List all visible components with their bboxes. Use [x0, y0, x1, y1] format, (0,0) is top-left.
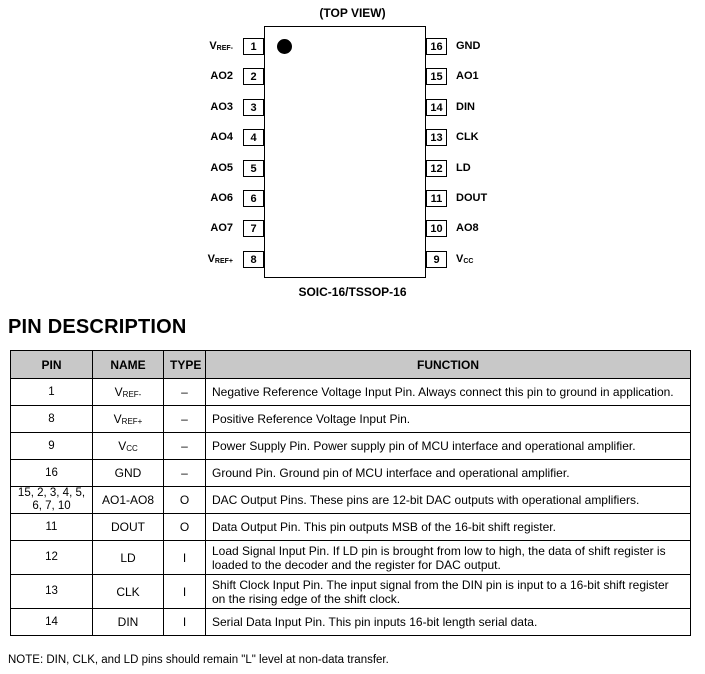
- pin-number-box: 9: [426, 251, 447, 268]
- cell-type: –: [164, 460, 206, 487]
- pin-number-box: 4: [243, 129, 264, 146]
- pin-label: [209, 38, 233, 55]
- cell-function: Positive Reference Voltage Input Pin.: [206, 406, 691, 433]
- pin-number-box: 14: [426, 99, 447, 116]
- cell-name: [93, 460, 164, 487]
- pin-label: [210, 68, 233, 85]
- cell-function: DAC Output Pins. These pins are 12-bit DAC outputs with operational amplifiers.: [206, 487, 691, 514]
- header-type: TYPE: [164, 351, 206, 379]
- pin-label-main: AO5: [210, 162, 233, 174]
- pin-description-table: [10, 350, 691, 636]
- cell-function: Shift Clock Input Pin. The input signal from the DIN pin is input to a 16-bit shift register on the rising edge of the shift clock.: [206, 575, 691, 609]
- pin-label: [456, 251, 473, 268]
- pin-label-subscript: REF+: [214, 258, 233, 265]
- header-function: FUNCTION: [206, 351, 691, 379]
- pin-label-subscript: CC: [463, 258, 474, 265]
- pin-label-subscript: REF-: [216, 45, 233, 52]
- pin-label-main: AO4: [210, 131, 233, 143]
- cell-name-subscript: REF-: [122, 390, 142, 399]
- cell-pin: 8: [11, 406, 93, 433]
- pin-label-main: AO6: [210, 192, 233, 204]
- cell-name-main: AO1-AO8: [101, 493, 155, 507]
- pin-label-main: AO7: [210, 222, 233, 234]
- cell-type: O: [164, 487, 206, 514]
- cell-pin: 16: [11, 460, 93, 487]
- cell-type: –: [164, 406, 206, 433]
- cell-name: [93, 379, 164, 406]
- table-row: [11, 460, 691, 487]
- cell-pin: 15, 2, 3, 4, 5, 6, 7, 10: [11, 487, 93, 514]
- cell-type: –: [164, 379, 206, 406]
- cell-name-main: LD: [120, 550, 136, 565]
- cell-name: [93, 406, 164, 433]
- table-row: [11, 609, 691, 636]
- pin-label: [456, 190, 487, 207]
- chip-package-outline: [264, 26, 426, 278]
- cell-name: [93, 433, 164, 460]
- cell-name: [93, 609, 164, 636]
- cell-name-main: CLK: [116, 584, 140, 599]
- pin-label-main: CLK: [456, 131, 479, 143]
- table-row: [11, 379, 691, 406]
- footnote: NOTE: DIN, CLK, and LD pins should remain "L" level at non-data transfer.: [8, 654, 389, 666]
- pin1-indicator-dot: [277, 39, 292, 54]
- pin-label-main: V: [209, 40, 217, 52]
- cell-name: [93, 575, 164, 609]
- pin-label-main: DOUT: [456, 192, 488, 204]
- header-name: NAME: [93, 351, 164, 379]
- pin-label: [456, 160, 471, 177]
- package-label: SOIC-16/TSSOP-16: [298, 285, 407, 299]
- pin-number-box: 5: [243, 160, 264, 177]
- pin-label-main: AO3: [210, 101, 233, 113]
- table-row: [11, 575, 691, 609]
- table-row: [11, 487, 691, 514]
- table-row: [11, 433, 691, 460]
- table-row: [11, 514, 691, 541]
- pin-number-box: 16: [426, 38, 447, 55]
- pin-label-main: LD: [456, 162, 471, 174]
- pin-label: [210, 160, 233, 177]
- cell-name: [93, 541, 164, 575]
- cell-function: Serial Data Input Pin. This pin inputs 16-bit length serial data.: [206, 609, 691, 636]
- cell-name-main: DOUT: [111, 520, 145, 534]
- cell-name-main: V: [114, 385, 123, 399]
- table-row: [11, 541, 691, 575]
- pin-number-box: 8: [243, 251, 264, 268]
- pin-label: [210, 220, 233, 237]
- cell-name: [93, 514, 164, 541]
- pin-label: [208, 251, 233, 268]
- pin-label: [210, 99, 233, 116]
- cell-name-subscript: CC: [126, 444, 138, 453]
- header-pin: PIN: [11, 351, 93, 379]
- top-view-label: (TOP VIEW): [319, 6, 386, 20]
- cell-name-main: DIN: [117, 615, 139, 629]
- pin-label-main: V: [207, 253, 215, 265]
- pin-number-box: 7: [243, 220, 264, 237]
- pin-label-main: DIN: [456, 101, 475, 113]
- cell-function: Negative Reference Voltage Input Pin. Always connect this pin to ground in application.: [206, 379, 691, 406]
- cell-name-main: GND: [114, 466, 142, 480]
- cell-function: Power Supply Pin. Power supply pin of MCU interface and operational amplifier.: [206, 433, 691, 460]
- cell-pin: 14: [11, 609, 93, 636]
- cell-pin: 13: [11, 575, 93, 609]
- pin-label: [210, 190, 233, 207]
- pin-number-box: 1: [243, 38, 264, 55]
- pin-label: [456, 99, 475, 116]
- cell-type: I: [164, 541, 206, 575]
- pin-label: [210, 129, 233, 146]
- cell-name-subscript: REF+: [121, 417, 143, 426]
- pin-label: [456, 129, 479, 146]
- pin-label: [456, 38, 480, 55]
- pin-number-box: 12: [426, 160, 447, 177]
- cell-type: I: [164, 609, 206, 636]
- pin-number-box: 13: [426, 129, 447, 146]
- cell-type: –: [164, 433, 206, 460]
- pin-number-box: 10: [426, 220, 447, 237]
- cell-name-main: V: [118, 439, 127, 453]
- cell-type: O: [164, 514, 206, 541]
- pin-label-main: GND: [456, 40, 481, 52]
- pin-number-box: 3: [243, 99, 264, 116]
- section-title: PIN DESCRIPTION: [8, 316, 187, 338]
- cell-function: Load Signal Input Pin. If LD pin is brought from low to high, the data of shift register is loaded to the decoder and the register for DAC output.: [206, 541, 691, 575]
- pin-number-box: 15: [426, 68, 447, 85]
- pin-label-main: AO2: [210, 70, 233, 82]
- pin-label: [456, 68, 479, 85]
- pin-number-box: 6: [243, 190, 264, 207]
- cell-pin: 12: [11, 541, 93, 575]
- pin-number-box: 2: [243, 68, 264, 85]
- cell-pin: 9: [11, 433, 93, 460]
- cell-function: Ground Pin. Ground pin of MCU interface and operational amplifier.: [206, 460, 691, 487]
- pin-label-main: V: [456, 253, 464, 265]
- table-row: [11, 406, 691, 433]
- cell-pin: 11: [11, 514, 93, 541]
- cell-name: [93, 487, 164, 514]
- cell-pin: 1: [11, 379, 93, 406]
- pin-label: [456, 220, 479, 237]
- cell-type: I: [164, 575, 206, 609]
- cell-function: Data Output Pin. This pin outputs MSB of the 16-bit shift register.: [206, 514, 691, 541]
- table-header-row: [11, 351, 691, 379]
- cell-name-main: V: [113, 412, 122, 426]
- pin-label-main: AO8: [456, 222, 479, 234]
- pin-label-main: AO1: [456, 70, 479, 82]
- pin-number-box: 11: [426, 190, 447, 207]
